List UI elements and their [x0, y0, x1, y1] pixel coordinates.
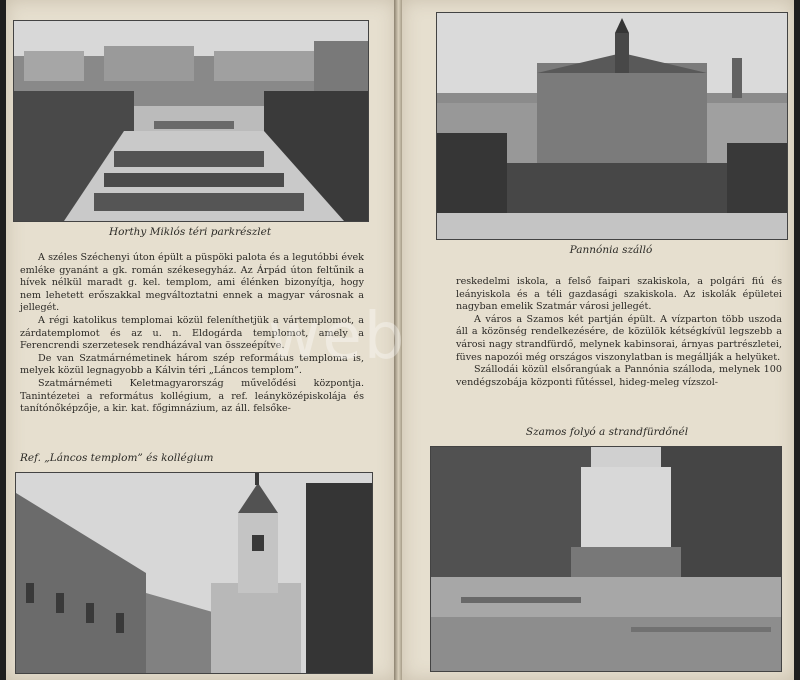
- paragraph: A régi katolikus templomai közül feleníthetjük a vártemplomot, a zárdatemplomot és az u. n. Eldogárda templomot, amely a Ferencrendi szerzetesek rendházával van összeépítve.: [20, 314, 364, 352]
- paragraph: De van Szatmárnémetinek három szép református temploma is, melyek közül legnagyobb a Kálvin téri „Láncos templom”.: [20, 352, 364, 377]
- paragraph: A város a Szamos két partján épült. A vízparton több uszoda áll a közönség rendelkezésére, de közülök kétségkívül legszebb a városi nagy strandfürdő, melynek kabinsorai, árnyas partrészletei, füves napozói még országos viszonylatban is megállják a helyüket.: [456, 313, 782, 363]
- park-photo: [13, 20, 369, 222]
- church-photo-caption: Ref. „Láncos templom” és kollégium: [20, 452, 214, 464]
- river-photo-caption: Szamos folyó a strandfürdőnél: [525, 426, 689, 438]
- park-photo-caption: Horthy Miklós téri parkrészlet: [108, 226, 272, 238]
- paragraph: Szállodái közül elsőrangúak a Pannónia szálloda, melynek 100 vendégszobája központi fűtéssel, hideg-meleg vízszol-: [456, 364, 782, 388]
- left-page-text: [20, 252, 364, 416]
- hotel-photo: [436, 12, 788, 240]
- right-page-text: [456, 276, 782, 389]
- paragraph: Szatmárnémeti Keletmagyarország művelődési központja. Tanintézetei a református kollégium, a ref. leányközépiskolája és tanítónőképzője, a kir. kat. főgimnázium, az áll. felsőke-: [20, 377, 364, 415]
- hotel-photo-caption: Pannónia szálló: [569, 244, 653, 256]
- river-photo: [430, 446, 782, 672]
- paragraph: A széles Széchenyi úton épült a püspöki palota és a legutóbbi évek emléke gyanánt a gk. román székesegyház. Az Árpád úton feltűnik a hívek nélkül maradt g. kel. templom, ami élénken bizonyítja, hogy nem lehetett erőszakkal megváltoztatni ennek a magyar városnak a jellegét.: [20, 252, 364, 314]
- watermark: web: [268, 300, 407, 374]
- church-photo: [15, 472, 373, 674]
- paragraph: reskedelmi iskola, a felső faipari szakiskola, a polgári fiú és leányiskola és a téli gazdasági szakiskola. Az iskolák épületei nagyban emelik Szatmár városi jellegét.: [456, 276, 782, 313]
- right-page: [402, 0, 794, 680]
- left-page: [6, 0, 396, 680]
